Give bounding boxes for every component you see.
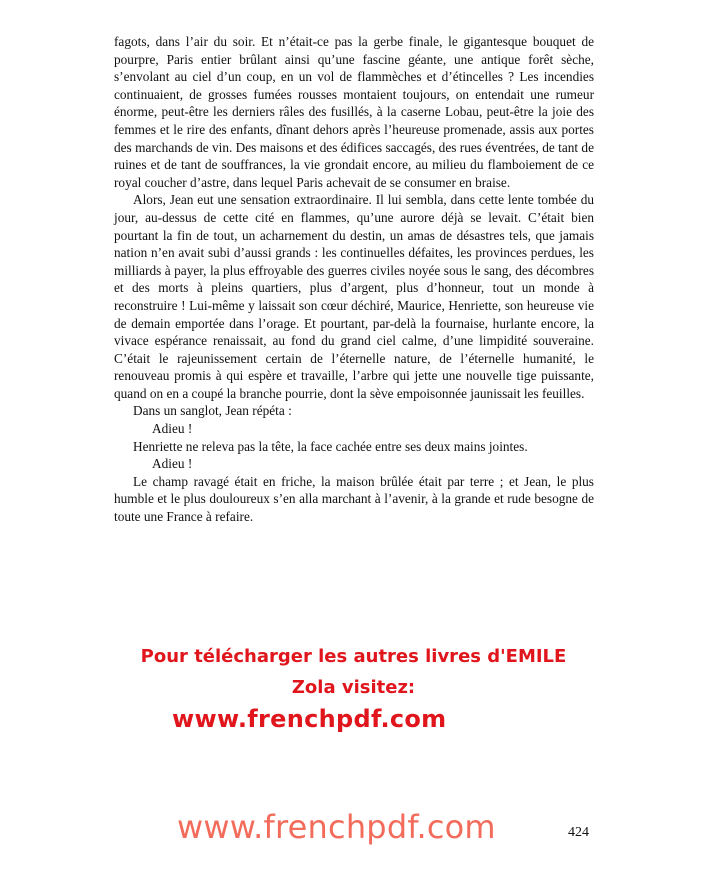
dialog-line-2: Adieu ! — [152, 456, 193, 472]
promo-link[interactable]: www.frenchpdf.com — [172, 705, 447, 733]
promo-line-2: Zola visitez: — [291, 677, 416, 698]
page-number: 424 — [568, 825, 589, 840]
page-body — [114, 33, 594, 526]
paragraph-1: fagots, dans l’air du soir. Et n’était-ce pas la gerbe finale, le gigantesque bouquet de pourpre, Paris entier brûlant ainsi qu’une fascine géante, une antique forêt sèche, s’envolant au ciel d’un coup, en un vol de flammèches et d’étincelles ? Les incendies continuaient, de grosses fumées rousses montaient toujours, on entendait une rumeur énorme, peut-être les derniers râles des fusillés, à la caserne Lobau, peut-être la joie des femmes et le rire des enfants, dînant dehors après l’heureuse promenade, assis aux portes des marchands de vin. Des maisons et des édifices saccagés, des rues éventrées, de tant de ruines et de tant de souffrances, la vie grondait encore, au milieu du flamboiement de ce royal coucher d’astre, dans lequel Paris achevait de se consumer en braise. — [114, 34, 594, 190]
paragraph-4: Henriette ne releva pas la tête, la face cachée entre ses deux mains jointes. — [133, 438, 528, 454]
promo-line-1: Pour télécharger les autres livres d'EMILE — [140, 646, 567, 667]
paragraph-5: Le champ ravagé était en friche, la maison brûlée était par terre ; et Jean, le plus humble et le plus douloureux s’en alla marchant à l’avenir, à la grande et rude besogne de toute une France à refaire. — [114, 473, 594, 525]
paragraph-3: Dans un sanglot, Jean répéta : — [133, 403, 292, 419]
paragraph-2: Alors, Jean eut une sensation extraordinaire. Il lui sembla, dans cette lente tombée du jour, au-dessus de cette cité en flammes, qu’une aurore déjà se levait. C’était bien pourtant la fin de tout, un acharnement du destin, un amas de désastres tels, que jamais nation n’en avait subi d’aussi grands : les continuelles défaites, les provinces perdues, les milliards à payer, la plus effroyable des guerres civiles noyée sous le sang, des décombres et des morts à pleins quartiers, plus d’argent, plus d’honneur, tout un monde à reconstruire ! Lui-même y laissait son cœur déchiré, Maurice, Henriette, son heureuse vie de demain emportée dans l’orage. Et pourtant, par-delà la fournaise, hurlante encore, la vivace espérance renaissait, au fond du grand ciel calme, d’une limpidité souveraine. C’était le rajeunissement certain de l’éternelle nature, de l’éternelle humanité, le renouveau promis à qui espère et travaille, l’arbre qui jette une nouvelle tige puissante, quand on en a coupé la branche pourrie, dont la sève empoisonnée jaunissait les feuilles. — [114, 192, 594, 401]
watermark-link[interactable]: www.frenchpdf.com — [177, 808, 496, 846]
dialog-line-1: Adieu ! — [152, 421, 193, 437]
